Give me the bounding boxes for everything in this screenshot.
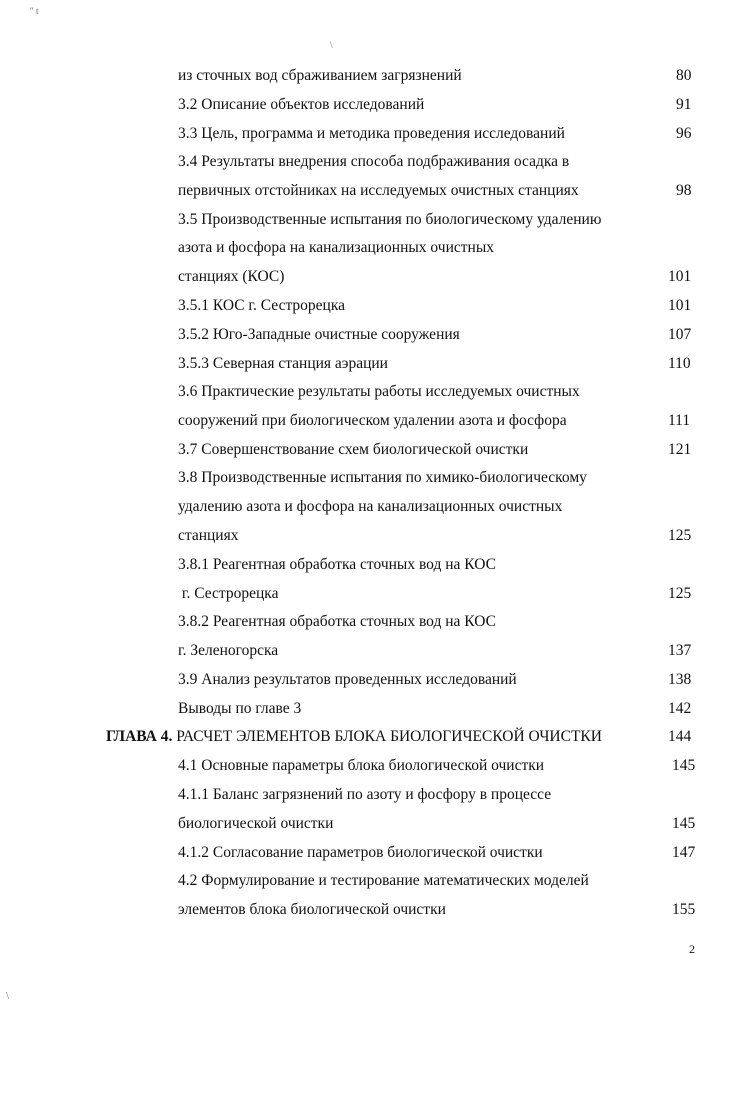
page-number: 2: [689, 942, 695, 956]
toc-page: 144: [668, 728, 692, 745]
toc-page: 155: [672, 901, 696, 918]
toc-page: 145: [672, 815, 696, 832]
toc-page: 91: [676, 96, 692, 113]
chapter-label: ГЛАВА 4.: [106, 728, 173, 745]
toc-page: 98: [676, 182, 692, 199]
scan-mark-top-left: ″ t: [30, 6, 39, 16]
document-page: ″ t \ \ из сточных вод сбраживанием загрязнений 80 3.2 Описание объектов исследований 91 3.3 Цель, программа и методика проведения исследований 96 3.4 Результаты внедрения способа подбраживания осадка в первичных отстойниках на исследуемых очистных станциях 98 3.5 Производственные испытания по биологическому удалению азота и фосфора на канализационных очистных станциях (КОС) 101 3.5.1 КОС г. Сестрорецка 101 3.5.2 Юго-Западные очистные сооружения 107 3.5.3 Северная станция аэрации 110 3.6 Практические результаты работы исследуемых очистных сооружений при биологическом удалении азота и фосфора 111 3.7 Совершенствование схем биологической очистки 121 3.8 Производственные испытания по химико-биологическому удалению азота и фосфора на канализационных очистных станциях 125 3.8.1 Реагентная обработка сточных вод на КОС г. Сестрорецка 125 3.8.2 Реагентная обработка сточных вод на КОС г. Зеленогорска 137 3.9 Анализ результатов проведенных исследований 138 Выводы по главе 3 142 ГЛАВА 4. РАСЧЕТ ЭЛЕМЕНТОВ БЛОКА БИОЛОГИЧЕСКОЙ ОЧИСТКИ 144 4.1 Основные параметры блока биологической очистки 145 4.1.1 Баланс загрязнений по азоту и фосфору в процессе биологической очистки 145 4.1.2 Согласование параметров биологической очистки 147 4.2 Формулирование и тестирование математических моделей элементов блока биологической очистки 155 2: [6, 6, 696, 1002]
toc-page: 138: [668, 671, 692, 688]
toc-page: 110: [668, 355, 691, 372]
toc-page: 145: [672, 757, 696, 774]
scan-mark-bottom-left: \: [6, 990, 10, 1002]
toc-page: 147: [672, 844, 696, 861]
toc-page: 101: [668, 297, 692, 314]
toc-page: 80: [676, 67, 692, 84]
toc-page: 125: [668, 585, 692, 602]
chapter-title: РАСЧЕТ ЭЛЕМЕНТОВ БЛОКА БИОЛОГИЧЕСКОЙ ОЧИСТКИ: [172, 728, 602, 745]
toc-page: 125: [668, 527, 692, 544]
toc-page: 96: [676, 125, 692, 142]
toc-page: 107: [668, 326, 692, 343]
scan-mark-top-center: \: [330, 40, 333, 50]
toc-page: 101: [668, 268, 692, 285]
toc-page: 137: [668, 642, 692, 659]
toc-page: 142: [668, 700, 692, 717]
toc-page: 111: [668, 412, 691, 429]
toc-page: 121: [668, 441, 692, 458]
